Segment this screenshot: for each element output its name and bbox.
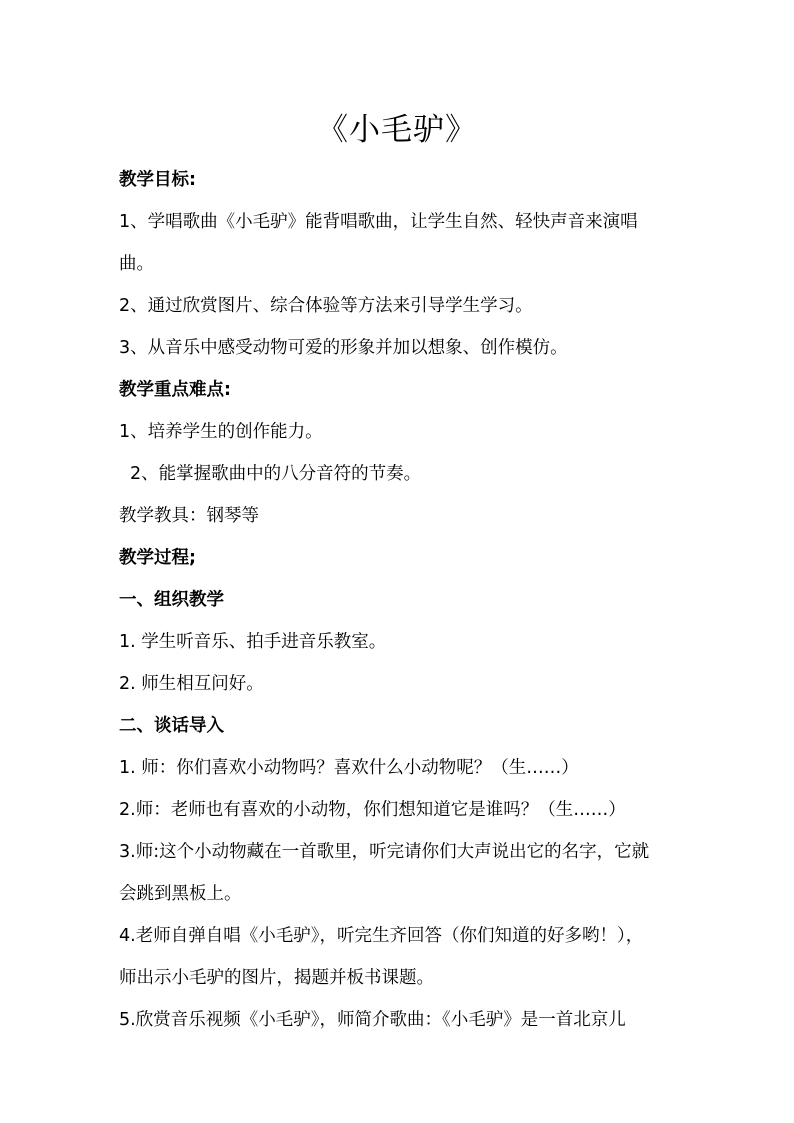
intro-step-3-line-1: 3.师:这个小动物藏在一首歌里，听完请你们大声说出它的名字，它就 <box>119 842 650 862</box>
document-title: 《小毛驴》 <box>317 112 477 148</box>
intro-step-5-line-1: 5.欣赏音乐视频《小毛驴》，师简介歌曲：《小毛驴》是一首北京儿 <box>119 1010 626 1030</box>
objective-3: 3、从音乐中感受动物可爱的形象并加以想象、创作模仿。 <box>119 338 568 358</box>
section-heading-objectives: 教学目标: <box>119 170 196 190</box>
key-point-1: 1、培养学生的创作能力。 <box>119 422 323 442</box>
section-heading-key-points: 教学重点难点: <box>119 380 231 400</box>
intro-step-1: 1. 师：你们喜欢小动物吗？喜欢什么小动物呢？（生……） <box>119 758 579 778</box>
intro-step-3-line-2: 会跳到黑板上。 <box>119 884 242 904</box>
organize-step-1: 1. 学生听音乐、拍手进音乐教室。 <box>119 632 387 652</box>
intro-step-2: 2.师：老师也有喜欢的小动物，你们想知道它是谁吗？（生……） <box>119 800 626 820</box>
key-point-2: 2、能掌握歌曲中的八分音符的节奏。 <box>130 464 422 484</box>
organize-step-2: 2. 师生相互问好。 <box>119 674 264 694</box>
objective-2: 2、通过欣赏图片、综合体验等方法来引导学生学习。 <box>119 296 533 316</box>
section-heading-process: 教学过程; <box>119 548 196 568</box>
intro-step-4-line-1: 4.老师自弹自唱《小毛驴》，听完生齐回答（你们知道的好多哟！）， <box>119 926 644 946</box>
subsection-organize: 一、组织教学 <box>119 590 224 610</box>
teaching-aids: 教学教具：钢琴等 <box>119 506 259 526</box>
objective-1-line-1: 1、学唱歌曲《小毛驴》能背唱歌曲，让学生自然、轻快声音来演唱 <box>119 212 638 232</box>
subsection-introduction: 二、谈话导入 <box>119 716 224 736</box>
objective-1-line-2: 曲。 <box>119 254 154 274</box>
intro-step-4-line-2: 师出示小毛驴的图片，揭题并板书课题。 <box>119 968 434 988</box>
